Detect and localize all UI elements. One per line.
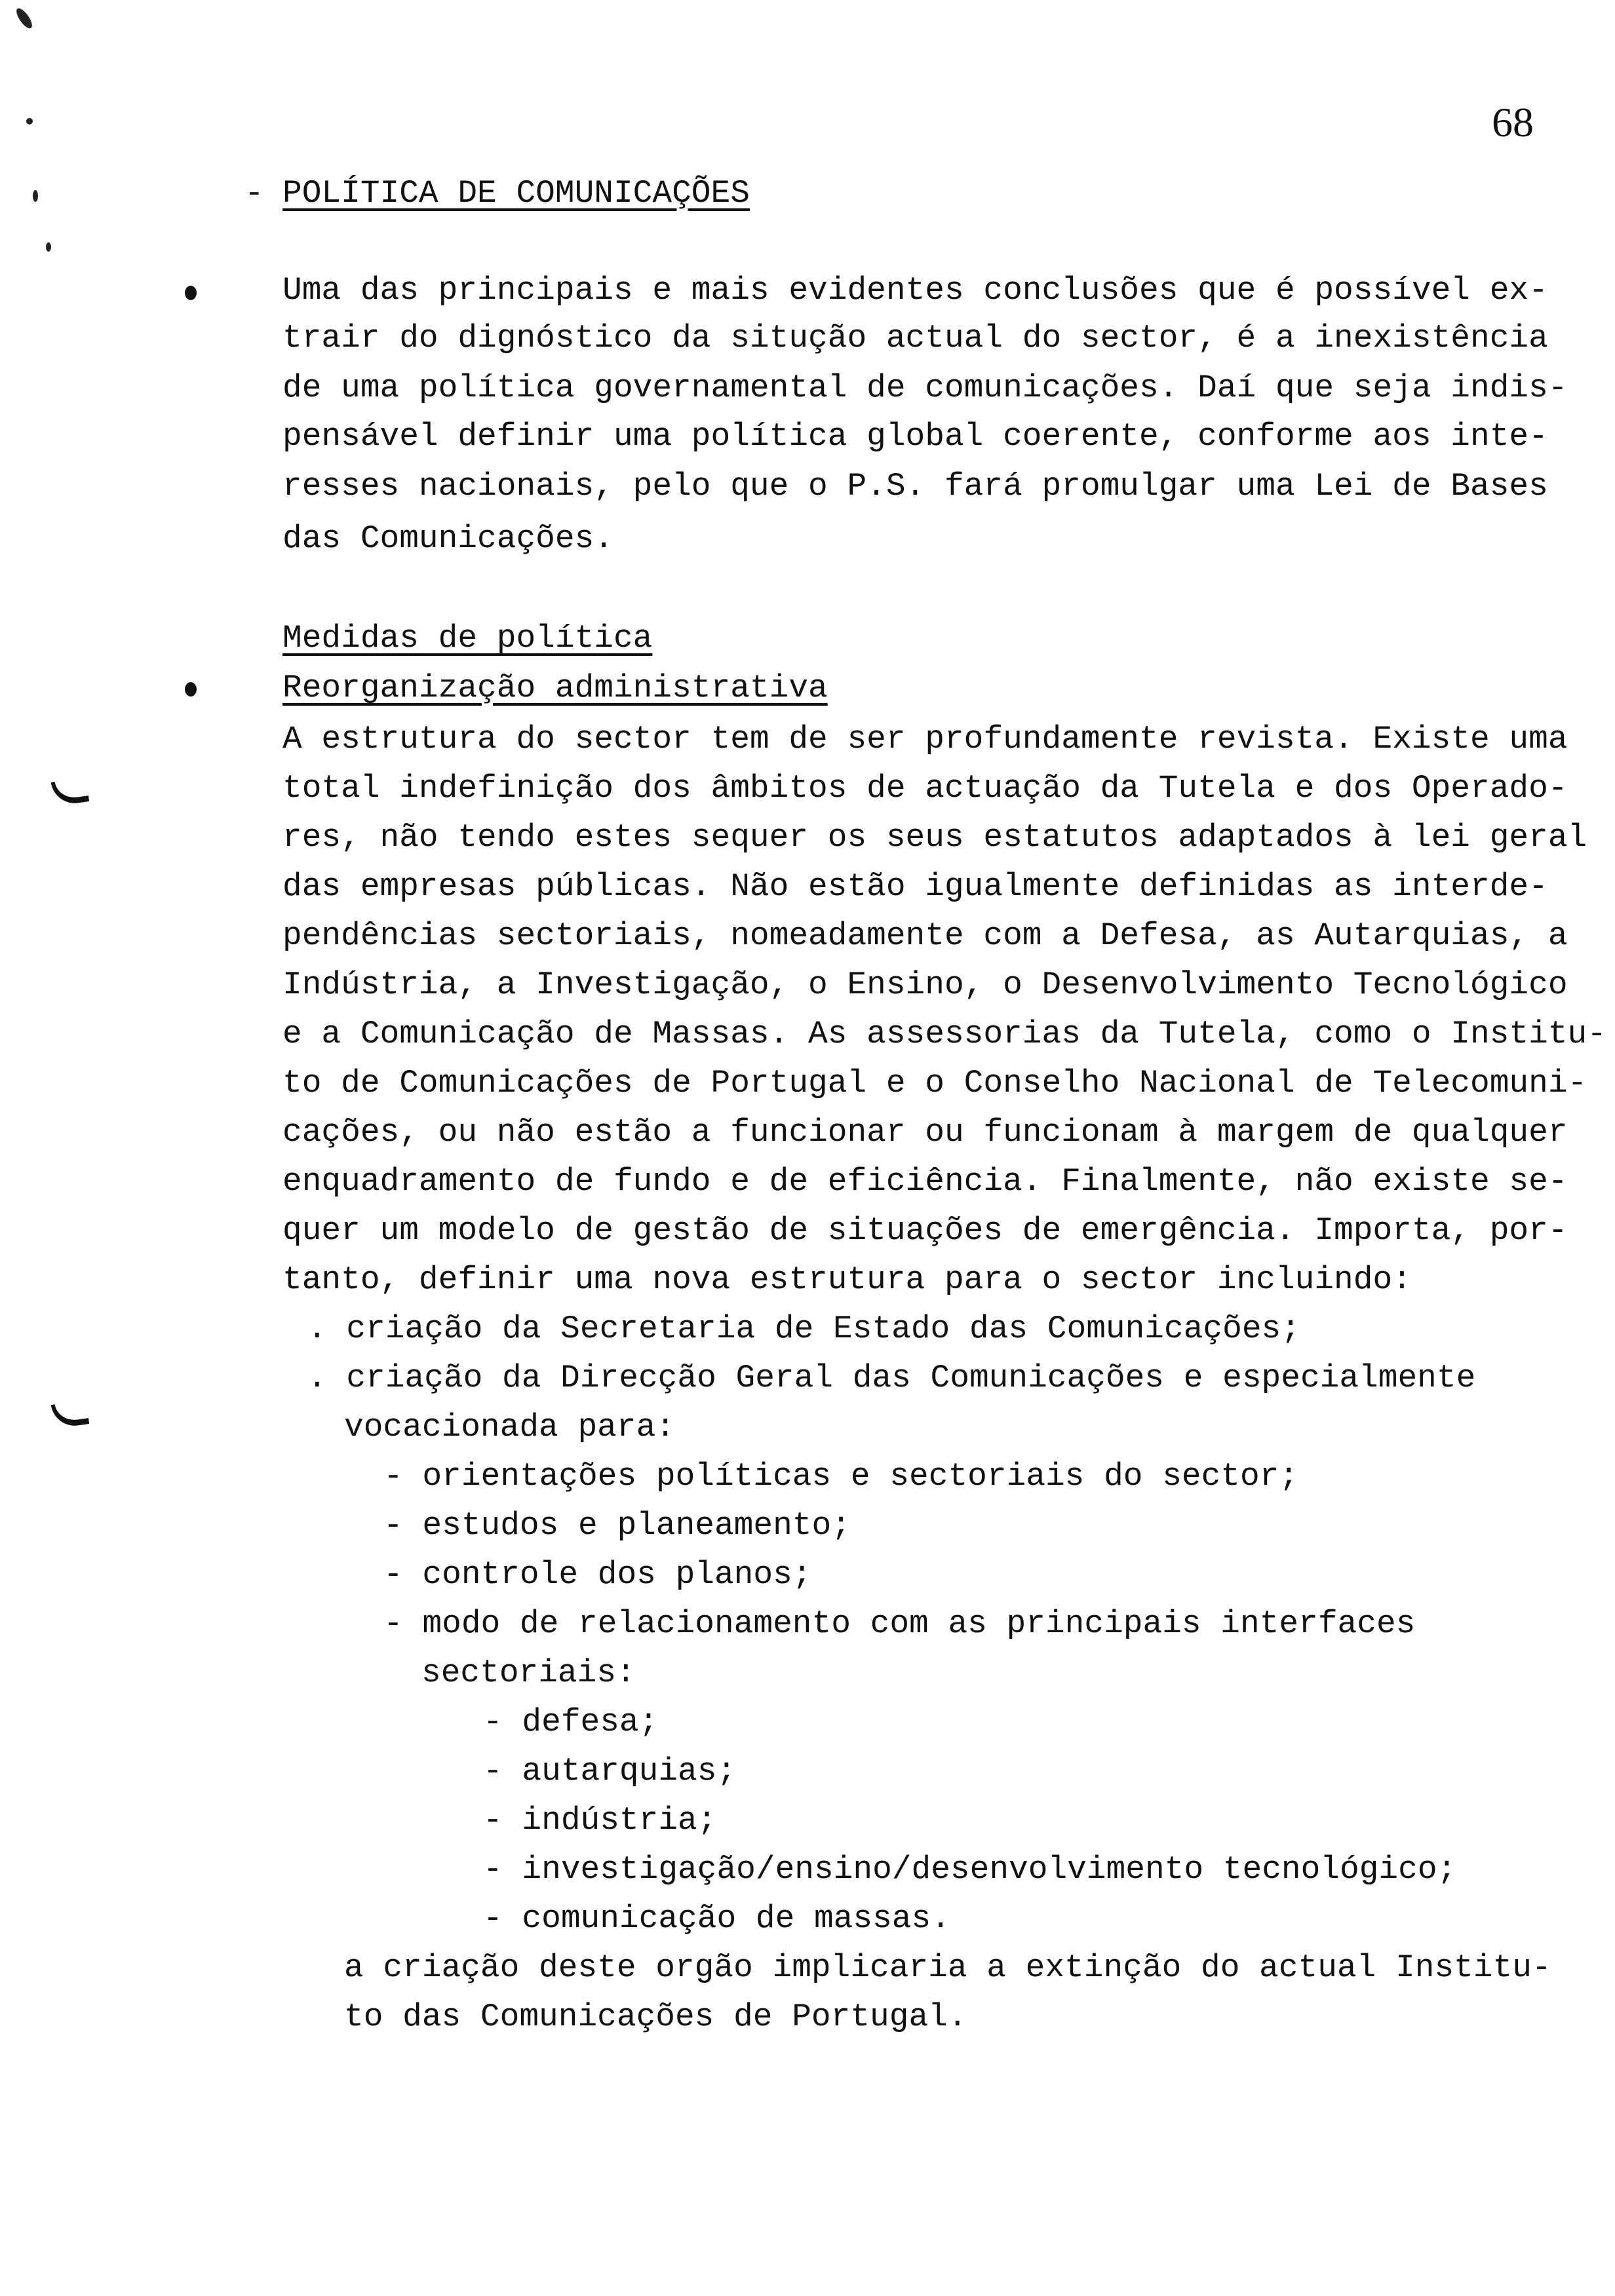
text-line: de uma política governamental de comunicações. Daí que seja indis-	[282, 370, 1568, 406]
text-line: das empresas públicas. Não estão igualmente definidas as interde-	[282, 868, 1548, 905]
text-line: Uma das principais e mais evidentes conclusões que é possível ex-	[282, 272, 1548, 309]
scan-speck	[33, 190, 38, 202]
scan-speck	[14, 6, 35, 31]
text-line: to de Comunicações de Portugal e o Conselho Nacional de Telecomuni-	[282, 1065, 1587, 1101]
list-item: - defesa;	[483, 1704, 659, 1740]
text-line: trair do dignóstico da situção actual do sector, é a inexistência	[282, 320, 1548, 356]
heading-reorganizacao: Reorganização administrativa	[282, 670, 828, 706]
text-line: res, não tendo estes sequer os seus estatutos adaptados à lei geral	[282, 819, 1587, 856]
text-line: a criação deste orgão implicaria a extinção do actual Institu-	[344, 1949, 1551, 1986]
text-line: cações, ou não estão a funcionar ou funcionam à margem de qualquer	[282, 1114, 1568, 1151]
list-item: sectoriais:	[421, 1655, 636, 1691]
list-item: - investigação/ensino/desenvolvimento tecnológico;	[483, 1851, 1457, 1888]
heading-medidas: Medidas de política	[282, 620, 653, 657]
list-item: - estudos e planeamento;	[383, 1507, 851, 1544]
margin-hook-mark-icon	[51, 777, 90, 806]
text-line: quer um modelo de gestão de situações de emergência. Importa, por-	[282, 1212, 1568, 1249]
margin-bullet-icon	[185, 682, 197, 697]
margin-hook-mark-icon	[51, 1400, 90, 1428]
text-line: vocacionada para:	[344, 1409, 675, 1445]
list-item: - modo de relacionamento com as principais interfaces	[383, 1605, 1416, 1642]
list-item: - controle dos planos;	[383, 1556, 812, 1593]
text-line: tanto, definir uma nova estrutura para o sector incluindo:	[282, 1261, 1412, 1298]
list-item: - orientações políticas e sectoriais do sector;	[383, 1458, 1299, 1495]
text-line: enquadramento de fundo e de eficiência. Finalmente, não existe se-	[282, 1163, 1568, 1200]
title-dash: -	[244, 175, 264, 212]
list-item: - autarquias;	[483, 1753, 737, 1789]
text-line: pensável definir uma política global coerente, conforme aos inte-	[282, 418, 1548, 455]
text-line: A estrutura do sector tem de ser profundamente revista. Existe uma	[282, 721, 1568, 757]
bullet-item: . criação da Direcção Geral das Comunicações e especialmente	[307, 1360, 1476, 1396]
list-item: - comunicação de massas.	[483, 1900, 950, 1937]
text-line: das Comunicações.	[282, 520, 613, 557]
list-item: - indústria;	[483, 1802, 717, 1839]
text-line: Indústria, a Investigação, o Ensino, o Desenvolvimento Tecnológico	[282, 966, 1568, 1003]
page-number: 68	[1492, 99, 1534, 145]
bullet-item: . criação da Secretaria de Estado das Comunicações;	[307, 1311, 1300, 1347]
scan-speck	[26, 118, 33, 124]
text-line: resses nacionais, pelo que o P.S. fará promulgar uma Lei de Bases	[282, 468, 1548, 505]
margin-bullet-icon	[185, 286, 197, 300]
text-line: e a Comunicação de Massas. As assessorias da Tutela, como o Institu-	[282, 1016, 1606, 1052]
text-line: to das Comunicações de Portugal.	[344, 1999, 967, 2035]
text-line: total indefinição dos âmbitos de actuação da Tutela e dos Operado-	[282, 770, 1568, 807]
text-line: pendências sectoriais, nomeadamente com a Defesa, as Autarquias, a	[282, 917, 1568, 954]
section-title: POLÍTICA DE COMUNICAÇÕES	[282, 175, 750, 212]
scan-speck	[46, 242, 51, 252]
